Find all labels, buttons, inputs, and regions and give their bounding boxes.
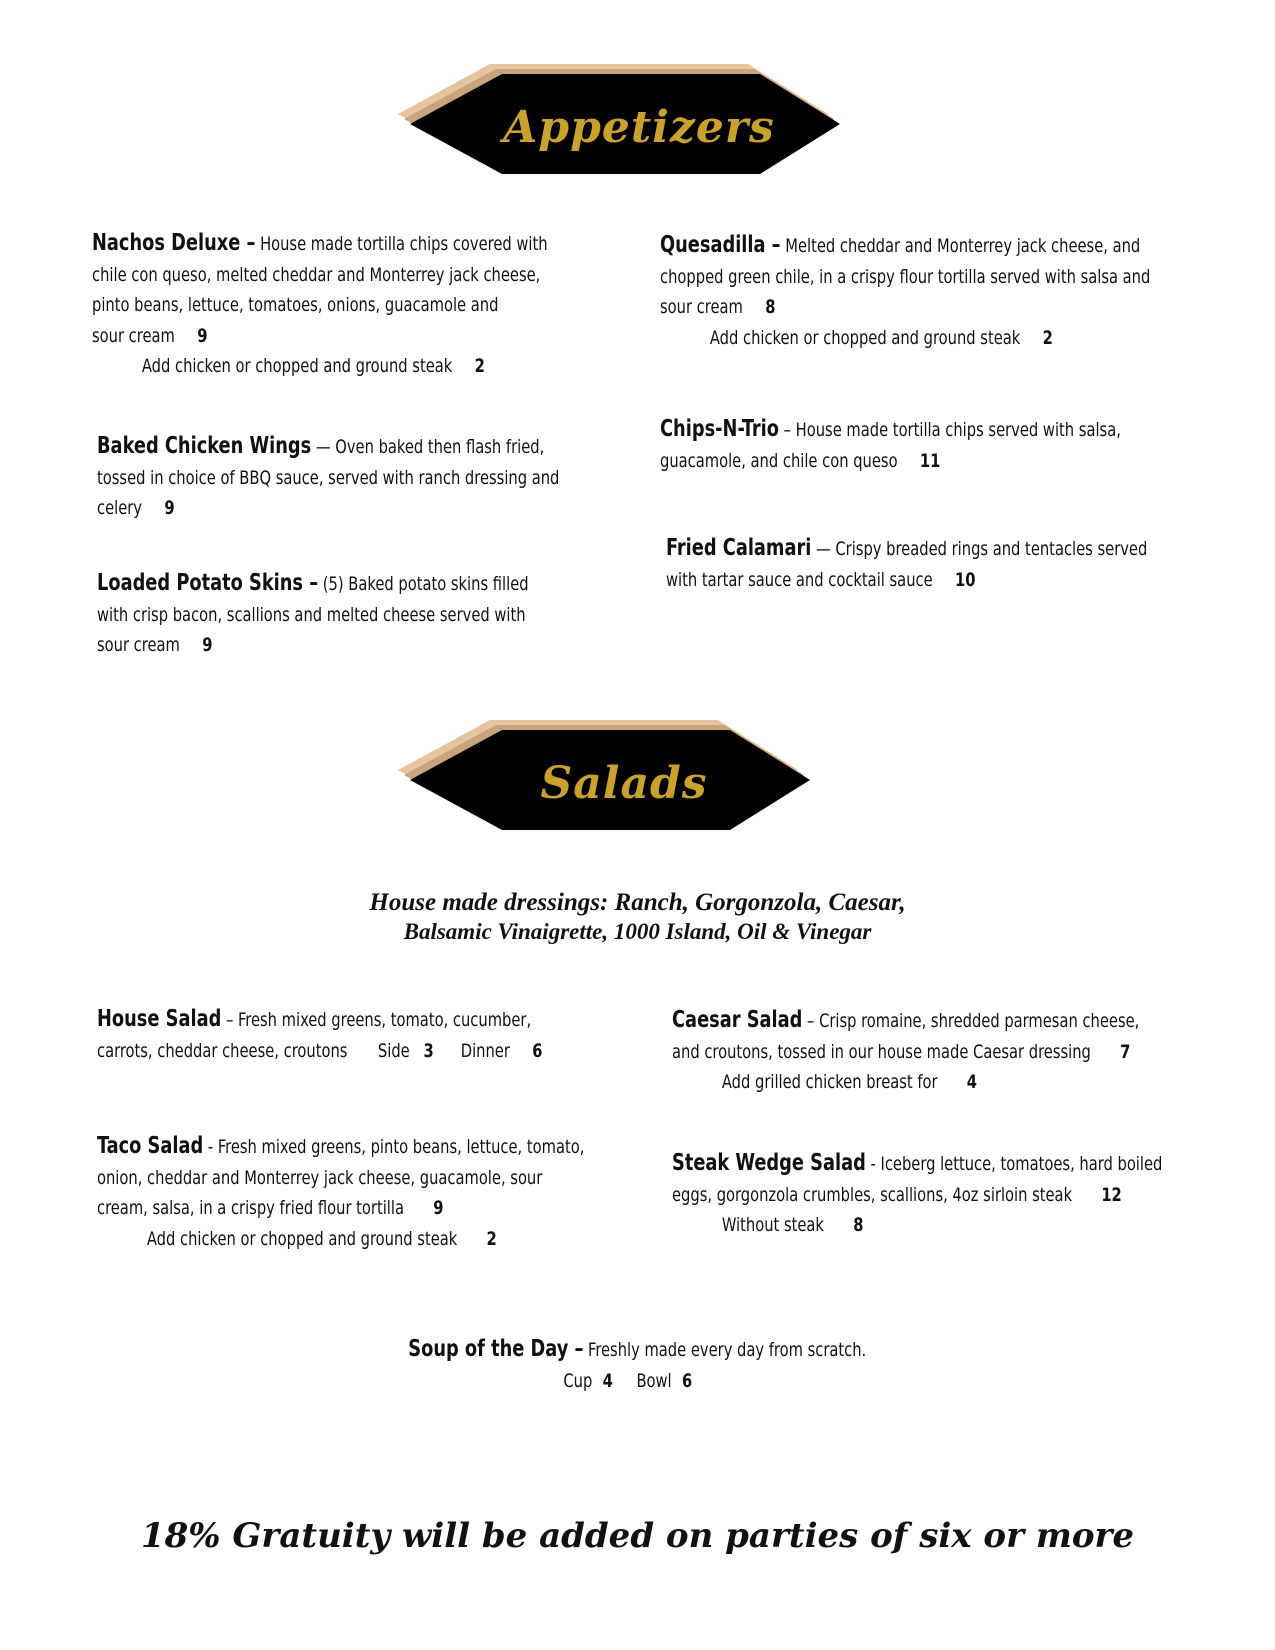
item-name: Loaded Potato Skins – — [97, 570, 319, 596]
addon-price: 2 — [474, 355, 485, 377]
item-desc: - Fresh mixed greens, pinto beans, lettuce, tomato, — [207, 1136, 585, 1158]
bowl-price: 6 — [682, 1370, 693, 1392]
addon-price: 4 — [966, 1071, 978, 1093]
dressings-line-2: Balsamic Vinaigrette, 1000 Island, Oil & Vinegar — [403, 919, 872, 944]
item-addon — [97, 1224, 630, 1255]
item-desc: Melted cheddar and Monterrey jack cheese, and — [785, 235, 1141, 257]
item-name: Nachos Deluxe – — [92, 230, 256, 256]
item-desc: Freshly made every day from scratch. — [588, 1339, 867, 1361]
item-desc: – House made tortilla chips served with salsa, — [783, 419, 1121, 441]
item-name: Chips-N-Trio — [660, 416, 779, 442]
menu-item-quesadilla — [660, 230, 1193, 353]
item-desc: pinto beans, lettuce, tomatoes, onions, guacamole and — [92, 294, 499, 316]
item-name: Caesar Salad — [672, 1007, 803, 1033]
item-name: Baked Chicken Wings — [97, 433, 312, 459]
menu-item-taco-salad — [97, 1131, 630, 1254]
item-name: House Salad — [97, 1006, 222, 1032]
item-desc: sour cream — [92, 324, 175, 347]
cup-price: 4 — [602, 1370, 614, 1392]
item-addon — [92, 351, 574, 382]
salads-heading: Salads — [540, 758, 708, 809]
addon-label: Add chicken or chopped and ground steak — [146, 1227, 458, 1250]
item-name: Steak Wedge Salad — [672, 1150, 866, 1176]
item-price: 10 — [955, 568, 976, 591]
menu-item-steak-wedge-salad — [672, 1148, 1205, 1241]
item-price: 9 — [164, 497, 175, 519]
addon-price: 2 — [486, 1227, 497, 1250]
item-desc: sour cream — [97, 634, 180, 656]
item-price: 11 — [919, 449, 941, 472]
menu-item-nachos-deluxe — [92, 228, 574, 382]
item-desc: — Oven baked then flash fried, — [315, 436, 545, 458]
item-price: 9 — [197, 324, 208, 347]
item-name: Quesadilla – — [660, 232, 781, 258]
addon-label: Add chicken or chopped and ground steak — [709, 326, 1021, 349]
item-price: 12 — [1101, 1183, 1122, 1206]
appetizers-heading: Appetizers — [503, 102, 775, 153]
menu-item-house-salad — [97, 1004, 596, 1066]
item-desc: celery — [97, 497, 143, 519]
item-desc: House made tortilla chips covered with — [260, 233, 548, 255]
bowl-label: Bowl — [636, 1370, 672, 1392]
side-price: 3 — [423, 1039, 434, 1062]
item-desc: — Crispy breaded rings and tentacles served — [816, 538, 1148, 560]
item-price: 9 — [202, 634, 213, 656]
dinner-price: 6 — [532, 1039, 543, 1062]
item-price: 9 — [433, 1197, 444, 1219]
item-desc: carrots, cheddar cheese, croutons — [97, 1039, 348, 1062]
appetizers-banner — [398, 62, 860, 182]
salads-banner — [398, 718, 830, 836]
item-price: 7 — [1120, 1040, 1131, 1063]
menu-item-soup-of-the-day — [0, 1334, 1275, 1397]
item-desc: with crisp bacon, scallions and melted cheese served with — [97, 603, 526, 626]
item-desc: guacamole, and chile con queso — [660, 449, 898, 472]
menu-item-baked-chicken-wings — [97, 431, 579, 524]
addon-label: Add grilled chicken breast for — [721, 1071, 938, 1093]
menu-item-chips-n-trio — [660, 414, 1193, 476]
item-desc: cream, salsa, in a crispy fried flour tortilla — [97, 1197, 404, 1219]
item-desc: with tartar sauce and cocktail sauce — [666, 568, 933, 591]
addon-price: 8 — [853, 1214, 864, 1236]
addon-price: 2 — [1042, 326, 1053, 349]
addon-label: Without steak — [721, 1214, 824, 1236]
item-desc: chile con queso, melted cheddar and Monterrey jack cheese, — [92, 263, 541, 286]
item-price: 8 — [765, 296, 776, 318]
dressings-note — [0, 888, 1275, 946]
item-desc: onion, cheddar and Monterrey jack cheese, guacamole, sour — [97, 1166, 543, 1189]
item-desc: - Iceberg lettuce, tomatoes, hard boiled — [870, 1153, 1163, 1175]
item-desc: (5) Baked potato skins filled — [322, 573, 529, 595]
gratuity-notice: 18% Gratuity will be added on parties of six or more — [140, 1516, 1135, 1556]
item-desc: eggs, gorgonzola crumbles, scallions, 4oz sirloin steak — [672, 1183, 1073, 1206]
item-addon — [672, 1210, 1205, 1241]
dressings-line-1: House made dressings: Ranch, Gorgonzola, Caesar, — [369, 889, 906, 916]
menu-item-fried-calamari — [666, 533, 1199, 595]
addon-label: Add chicken or chopped and ground steak — [141, 355, 453, 377]
menu-item-caesar-salad — [672, 1005, 1205, 1098]
item-addon — [672, 1067, 1205, 1098]
cup-label: Cup — [563, 1370, 593, 1392]
item-name: Soup of the Day – — [408, 1336, 584, 1362]
item-name: Taco Salad — [97, 1133, 204, 1159]
item-desc: chopped green chile, in a crispy flour tortilla served with salsa and — [660, 265, 1151, 288]
dinner-label: Dinner — [460, 1039, 510, 1062]
side-label: Side — [377, 1039, 410, 1062]
item-name: Fried Calamari — [666, 535, 812, 561]
menu-item-loaded-potato-skins — [97, 568, 579, 661]
item-addon — [660, 323, 1193, 354]
item-desc: sour cream — [660, 296, 743, 318]
item-desc: – Crisp romaine, shredded parmesan cheese, — [807, 1010, 1140, 1032]
item-desc: – Fresh mixed greens, tomato, cucumber, — [226, 1009, 532, 1031]
item-desc: and croutons, tossed in our house made Caesar dressing — [672, 1040, 1091, 1063]
item-desc: tossed in choice of BBQ sauce, served with ranch dressing and — [97, 466, 560, 489]
